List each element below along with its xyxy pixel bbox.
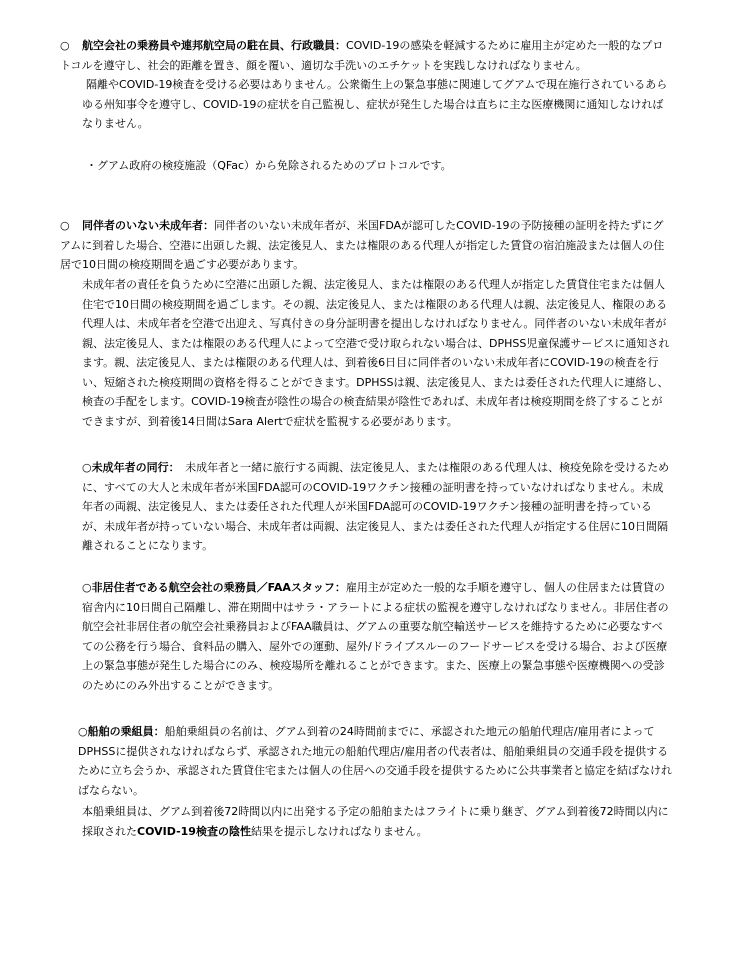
accompanied-minors-text: 未成年者と一緒に旅行する両親、法定後見人、または権限のある代理人は、検疫免除を受けるために、すべての大人と未成年者が米国FDA認可のCOVID-19ワクチン接種の証明書を持っていなければなりません。未成年者の両親、法定後見人、または委任された代理人が米国FDA認可のCOVID-19ワクチン接種の証明書を持っているが、未成年者が持っていない場合、未成年者は両親、法定後見人、または委任された代理人が指定する住居に10日間隔離されることになります。 [82,461,670,552]
crew-faa-staff-text: COVID-19の感染を軽減するために雇用主が定めた一般的なプロトコルを遵守し、社会的距離を置き、顔を覆い、適切な手洗いのエチケットを実践しなければなりません。 [60,39,664,72]
ship-crew-p2-text-b: 結果を提示しなければなりません。 [250,824,428,838]
unaccompanied-minors-text: 同伴者のいない未成年者が、米国FDAが認可したCOVID-19の予防接種の証明を持たずにグアムに到着した場合、空港に出頭した親、法定後見人、または権限のある代理人が指定した賃貸の宿泊施設または個人の住居で10日間の検疫期間を過ごす必要があります。 [60,219,665,271]
nonresident-crew-paragraph [82,578,672,695]
ship-crew-paragraph [78,722,674,800]
circle-bullet: ○ [82,461,92,474]
ship-crew-heading: 船舶の乗組員： [87,725,165,738]
unaccompanied-minors-paragraph-2: 未成年者の責任を負うために空港に出頭した親、法定後見人、または権限のある代理人が指定した賃貸住宅または個人住宅で10日間の検疫期間を過ごします。その親、法定後見人、または権限のある代理人は親、法定後見人、権限のある代理人は、未成年者を空港で出迎え、写真付きの身分証明書を提出しなければなりません。同伴者のいない未成年者が親、法定後見人、または権限のある代理人によって空港で受け取られない場合は、DPHSS児童保護サービスに通知されます。親、法定後見人、または権限のある代理人は、到着後6日目に同伴者のいない未成年者にCOVID-19の検査を行い、短縮された検疫期間の資格を得ることができます。DPHSSは親、法定後見人、または委任された代理人に連絡し、検査の手配をします。COVID-19検査が陰性の場合の検査結果が陰性であれば、未成年者は検疫期間を終了することができますが、到着後14日間はSara Alertで症状を監視する必要があります。 [82,278,670,428]
accompanied-minors-paragraph [82,458,672,556]
circle-bullet: ○ [60,39,70,52]
circle-bullet: ○ [82,581,92,594]
accompanied-minors-heading: 未成年者の同行： [91,461,175,474]
ship-crew-paragraph-2 [82,802,674,841]
qfac-exemption-note: ・グアム政府の検疫施設（QFac）から免除されるためのプロトコルです。 [86,159,452,172]
nonresident-crew-heading: 非居住者である航空会社の乗務員／FAAスタッフ： [91,581,346,594]
crew-faa-staff-paragraph [60,36,670,75]
unaccompanied-minors-paragraph [60,216,672,275]
ship-crew-p2-text-a: 本船乗組員は、グアム到着後72時間以内に出発する予定の船舶またはフライトに乗り継ぎ、グアム到着後72時間以内に採取された [82,805,669,838]
crew-faa-staff-paragraph-2: 隔離やCOVID-19検査を受ける必要はありません。公衆衛生上の緊急事態に関連してグアムで現在施行されているあらゆる州知事令を遵守し、COVID-19の症状を自己監視し、症状が発生した場合は直ちに主な医療機関に通知しなければなりません。 [82,78,668,130]
nonresident-crew-text: 雇用主が定めた一般的な手順を遵守し、個人の住居または賃貸の宿舎内に10日間自己隔離し、滞在期間中はサラ・アラートによる症状の監視を遵守しなければなりません。非居住者の航空会社非居住者の航空会社乗務員およびFAA職員は、グアムの重要な航空輸送サービスを維持するために必要なすべての公務を行う場合、食料品の購入、屋外での運動、屋外/ドライブスルーのフードサービスを受ける場合、および医療上の緊急事態が発生した場合にのみ、検疫場所を離れることができます。また、医療上の緊急事態や医療機関への受診のためにのみ外出することができます。 [82,581,669,692]
circle-bullet: ○ [60,219,70,232]
crew-faa-staff-heading: 航空会社の乗務員や連邦航空局の駐在員、行政職員： [82,39,346,52]
ship-crew-text: 船舶乗組員の名前は、グアム到着の24時間前までに、承認された地元の船舶代理店/雇用者によってDPHSSに提供されなければならず、承認された地元の船舶代理店/雇用者の代表者は、船舶乗組員の交通手段を提供するために立ち会うか、承認された賃貸住宅または個人の住居への交通手段を提供するために公共事業者と協定を結ばなければならない。 [78,725,672,797]
circle-bullet: ○ [78,725,88,738]
unaccompanied-minors-heading: 同伴者のいない未成年者： [82,219,214,232]
ship-crew-p2-bold: COVID-19検査の陰性 [137,824,251,838]
